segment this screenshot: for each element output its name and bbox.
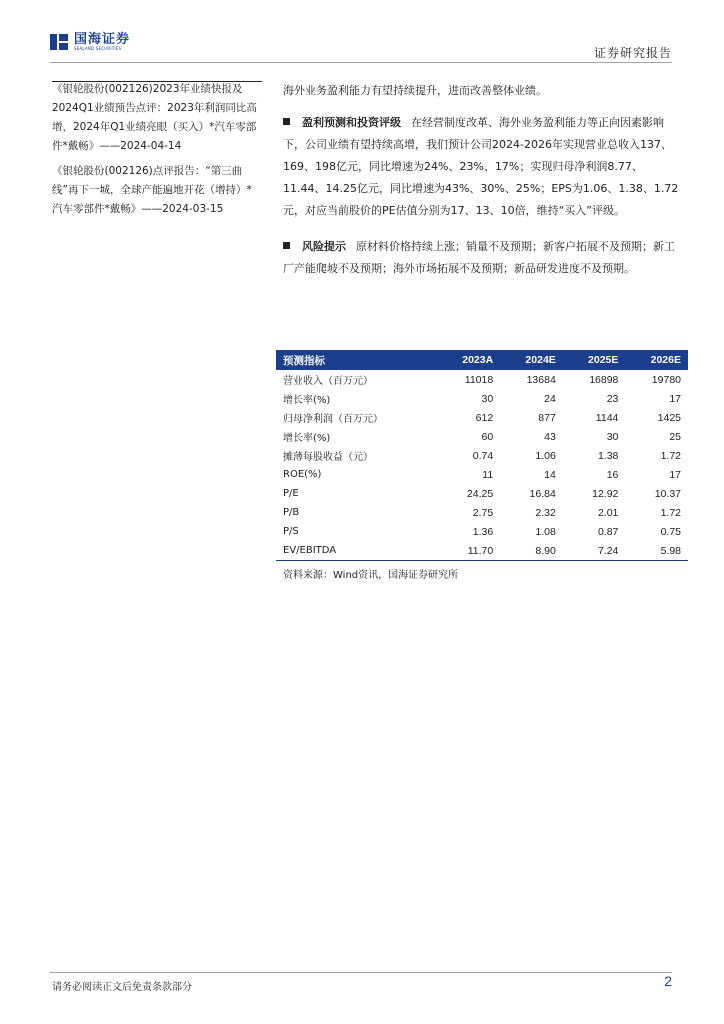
row-label: P/S: [283, 526, 299, 537]
table-cell: 7.24: [563, 541, 626, 561]
table-cell: 5.98: [625, 541, 688, 561]
table-row: [276, 389, 688, 408]
table-cell: 877: [538, 411, 556, 424]
row-label: 归母净利润（百万元）: [283, 414, 383, 425]
footer-divider: [50, 972, 672, 973]
table-row: [276, 370, 688, 389]
logo-name-en: SEALAND SECURITIES: [74, 46, 122, 51]
page-number: 2: [664, 973, 672, 989]
table-row: [276, 503, 688, 522]
forecast-section: [283, 112, 683, 222]
row-label: 增长率(%): [283, 433, 331, 444]
forecast-table: [276, 350, 688, 561]
table-source: 资料来源：Wind资讯，国海证券研究所: [283, 570, 459, 581]
table-cell: 43: [544, 430, 556, 443]
table-cell: 1.08: [535, 525, 556, 538]
row-label: P/E: [283, 488, 299, 499]
table-cell: 13684: [526, 373, 556, 386]
table-cell: 1.38: [597, 449, 619, 462]
company-logo: [50, 33, 130, 51]
related-report-link[interactable]: 《银轮股份(002126)2023年业绩快报及2024Q1业绩预告点评：2023年利润同比高增，2024年Q1业绩亮眼（买入）*汽车零部件*戴畅》——2024-04-14: [52, 83, 257, 152]
section-body: 原材料价格持续上涨；销量不及预期；新客户拓展不及预期；新工厂产能爬坡不及预期；海外市场拓展不及预期；新品研发进度不及预期。: [283, 240, 675, 275]
table-row: [276, 446, 688, 465]
table-cell: 2.32: [535, 506, 556, 519]
table-row: [276, 427, 688, 446]
section-body: 在经营制度改革、海外业务盈利能力等正向因素影响下，公司业绩有望持续高增，我们预计公司2024-2026年实现营业总收入137、169、198亿元，同比增速为24%、23%、17%；实现归母净利润8.77、11.44、14.25亿元，同比增速为43%、30%、25%；EPS为1.06、1.38、1.72元，对应当前股价的PE估值分别为17、13、10倍，维持“买入”评级。: [283, 116, 679, 217]
column-header: 2023A: [437, 350, 500, 370]
table-cell: 2.75: [472, 506, 494, 519]
table-cell: 1.72: [660, 506, 681, 519]
row-label: 营业收入（百万元）: [283, 376, 373, 387]
column-header: 2025E: [563, 350, 626, 370]
table-row: [276, 465, 688, 484]
header-divider: [50, 62, 672, 63]
table-cell: 19780: [651, 373, 681, 386]
main-content: [283, 80, 683, 280]
table-cell: 23: [606, 392, 619, 405]
table-cell: 1.72: [660, 449, 681, 462]
table-cell: 17: [669, 468, 681, 481]
table-cell: 1144: [595, 411, 619, 424]
row-label: 增长率(%): [283, 395, 331, 406]
table-cell: 11.70: [437, 541, 500, 561]
table-cell: 1.06: [535, 449, 556, 462]
table-cell: 2.01: [597, 506, 619, 519]
row-label: 摊薄每股收益（元）: [283, 452, 373, 463]
table-cell: 14: [544, 468, 556, 481]
table-cell: 30: [606, 430, 619, 443]
column-header: 2026E: [625, 350, 688, 370]
column-header: 2024E: [500, 350, 563, 370]
report-type: 证券研究报告: [593, 46, 672, 60]
table-row: [276, 522, 688, 541]
section-title: 风险提示: [302, 240, 346, 253]
table-cell: 8.90: [500, 541, 563, 561]
table-cell: 17: [669, 392, 681, 405]
table-cell: 11018: [464, 373, 494, 386]
logo-name-cn: 国海证券: [74, 32, 131, 47]
row-label: ROE(%): [283, 469, 322, 480]
table-cell: 1.36: [472, 525, 494, 538]
table-cell: 0.74: [472, 449, 494, 462]
row-label: P/B: [283, 507, 300, 518]
intro-paragraph: 海外业务盈利能力有望持续提升，进而改善整体业绩。: [283, 84, 547, 97]
section-title: 盈利预测和投资评级: [302, 116, 401, 129]
related-reports: [52, 80, 262, 225]
risk-section: [283, 236, 683, 280]
bullet-square-icon: [283, 118, 290, 125]
table-cell: 24: [544, 392, 556, 405]
footer-disclaimer: 请务必阅读正文后免责条款部分: [52, 982, 192, 993]
logo-icon: [50, 34, 68, 50]
table-cell: 612: [475, 411, 494, 424]
table-row: [276, 484, 688, 503]
bullet-square-icon: [283, 242, 290, 249]
table-cell: 60: [481, 430, 494, 443]
column-header: 预测指标: [276, 350, 437, 370]
table-cell: 16.84: [529, 487, 556, 500]
row-label: EV/EBITDA: [276, 541, 437, 561]
table-cell: 16898: [589, 373, 619, 386]
table-cell: 24.25: [466, 487, 494, 500]
table-row: [276, 541, 688, 561]
table-cell: 16: [606, 468, 619, 481]
table-cell: 11: [482, 468, 494, 481]
table-cell: 0.75: [660, 525, 681, 538]
table-cell: 25: [669, 430, 681, 443]
table-cell: 30: [481, 392, 494, 405]
table-cell: 0.87: [597, 525, 619, 538]
table-header-row: [276, 350, 688, 370]
table-cell: 1425: [657, 411, 681, 424]
table-cell: 10.37: [654, 487, 681, 500]
table-row: [276, 408, 688, 427]
table-cell: 12.92: [592, 487, 619, 500]
related-report-link[interactable]: 《银轮股份(002126)点评报告：“第三曲线”再下一城，全球产能遍地开花（增持）*汽车零部件*戴畅》——2024-03-15: [52, 165, 252, 215]
